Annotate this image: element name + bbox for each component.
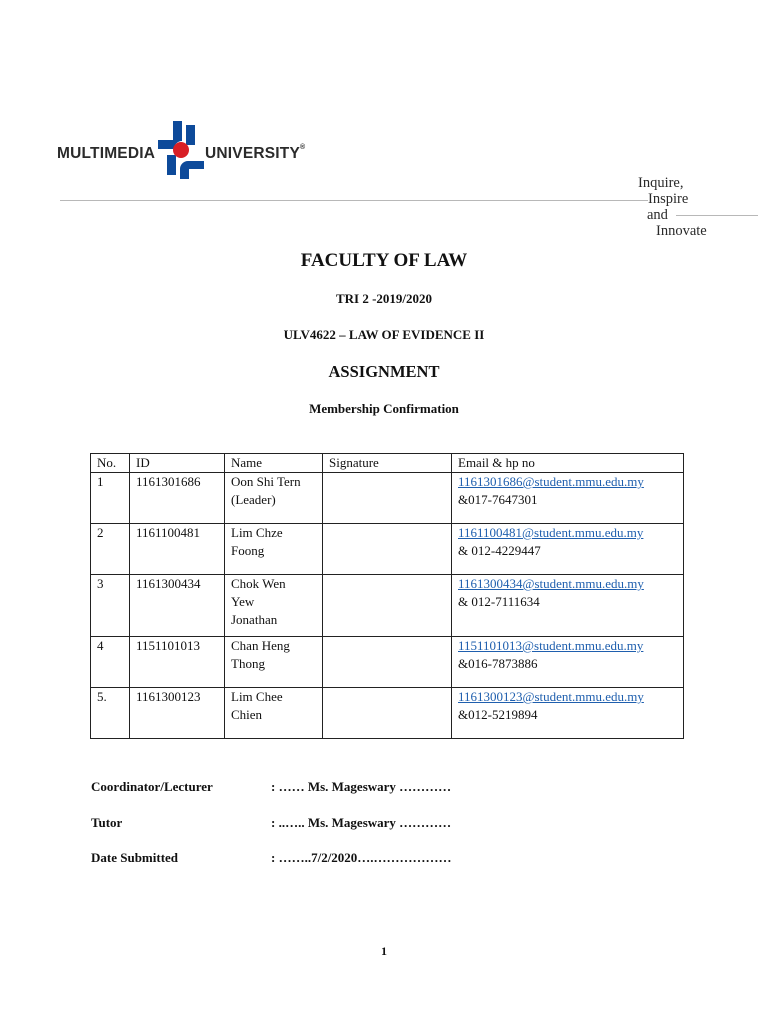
cell-no: 1: [91, 473, 130, 524]
header-email: Email & hp no: [452, 454, 684, 473]
phone-number: &016-7873886: [458, 656, 538, 671]
cell-email: [452, 524, 684, 575]
cell-name: [225, 575, 323, 637]
cell-no: 3: [91, 575, 130, 637]
tagline-line-4: Innovate: [656, 223, 707, 239]
header-rule: [60, 200, 648, 201]
phone-number: & 012-7111634: [458, 594, 540, 609]
tagline-line-2: Inspire: [648, 191, 689, 207]
cell-signature: [323, 688, 452, 739]
tagline: [638, 175, 707, 239]
name-line: Foong: [231, 543, 265, 558]
assignment-heading: ASSIGNMENT: [328, 362, 440, 381]
name-line: Thong: [231, 656, 265, 671]
name-line: Oon Shi Tern: [231, 474, 301, 489]
logo-text-university: UNIVERSITY®: [205, 144, 306, 162]
header-signature: Signature: [323, 454, 452, 473]
name-line: Yew: [231, 594, 255, 609]
email-link[interactable]: 1161100481@student.mmu.edu.my: [458, 525, 644, 540]
table-header-row: [91, 454, 684, 473]
cell-email: [452, 575, 684, 637]
email-link[interactable]: 1161300123@student.mmu.edu.my: [458, 689, 644, 704]
course-title: ULV4622 – LAW OF EVIDENCE II: [283, 327, 485, 342]
cell-no: 2: [91, 524, 130, 575]
cell-name: [225, 637, 323, 688]
table-row: [91, 637, 684, 688]
cell-no: 4: [91, 637, 130, 688]
tutor-label: Tutor: [91, 815, 123, 830]
cell-signature: [323, 637, 452, 688]
table-row: [91, 524, 684, 575]
email-link[interactable]: 1161300434@student.mmu.edu.my: [458, 576, 644, 591]
cell-id: 1161301686: [130, 473, 225, 524]
cell-name: [225, 688, 323, 739]
cell-email: [452, 688, 684, 739]
cell-signature: [323, 473, 452, 524]
cell-id: 1161300123: [130, 688, 225, 739]
cell-id: 1151101013: [130, 637, 225, 688]
name-line: Lim Chze: [231, 525, 283, 540]
table-row: [91, 575, 684, 637]
tagline-line-1: Inquire,: [638, 175, 684, 191]
date-submitted-label: Date Submitted: [91, 850, 179, 865]
phone-number: &017-7647301: [458, 492, 538, 507]
tutor-value: : ..….. Ms. Mageswary …………: [271, 815, 452, 830]
cell-id: 1161100481: [130, 524, 225, 575]
phone-number: &012-5219894: [458, 707, 538, 722]
header-id: ID: [130, 454, 225, 473]
name-line: Chien: [231, 707, 263, 722]
cell-no: 5.: [91, 688, 130, 739]
membership-subtitle: Membership Confirmation: [309, 401, 459, 416]
tagline-line-3: and: [647, 207, 668, 223]
cell-name: [225, 473, 323, 524]
name-line: (Leader): [231, 492, 276, 507]
table-row: [91, 473, 684, 524]
faculty-title: FACULTY OF LAW: [300, 250, 468, 271]
cell-id: 1161300434: [130, 575, 225, 637]
name-line: Chok Wen: [231, 576, 286, 591]
cell-email: [452, 637, 684, 688]
cell-email: [452, 473, 684, 524]
header-name: Name: [225, 454, 323, 473]
table-row: [91, 688, 684, 739]
email-link[interactable]: 1161301686@student.mmu.edu.my: [458, 474, 644, 489]
email-link[interactable]: 1151101013@student.mmu.edu.my: [458, 638, 644, 653]
coordinator-label: Coordinator/Lecturer: [91, 779, 213, 794]
name-line: Lim Chee: [231, 689, 283, 704]
phone-number: & 012-4229447: [458, 543, 541, 558]
name-line: Chan Heng: [231, 638, 290, 653]
date-submitted-value: : ……..7/2/2020….………………: [271, 850, 452, 865]
cell-signature: [323, 524, 452, 575]
mmu-emblem-icon: [158, 121, 204, 179]
logo-text-multimedia: MULTIMEDIA: [57, 145, 156, 162]
cell-signature: [323, 575, 452, 637]
name-line: Jonathan: [231, 612, 278, 627]
trimester: TRI 2 -2019/2020: [335, 291, 433, 306]
cell-name: [225, 524, 323, 575]
page-number: 1: [381, 944, 387, 958]
header-no: No.: [91, 454, 130, 473]
membership-table: [90, 453, 684, 739]
coordinator-value: : …… Ms. Mageswary …………: [271, 779, 452, 794]
